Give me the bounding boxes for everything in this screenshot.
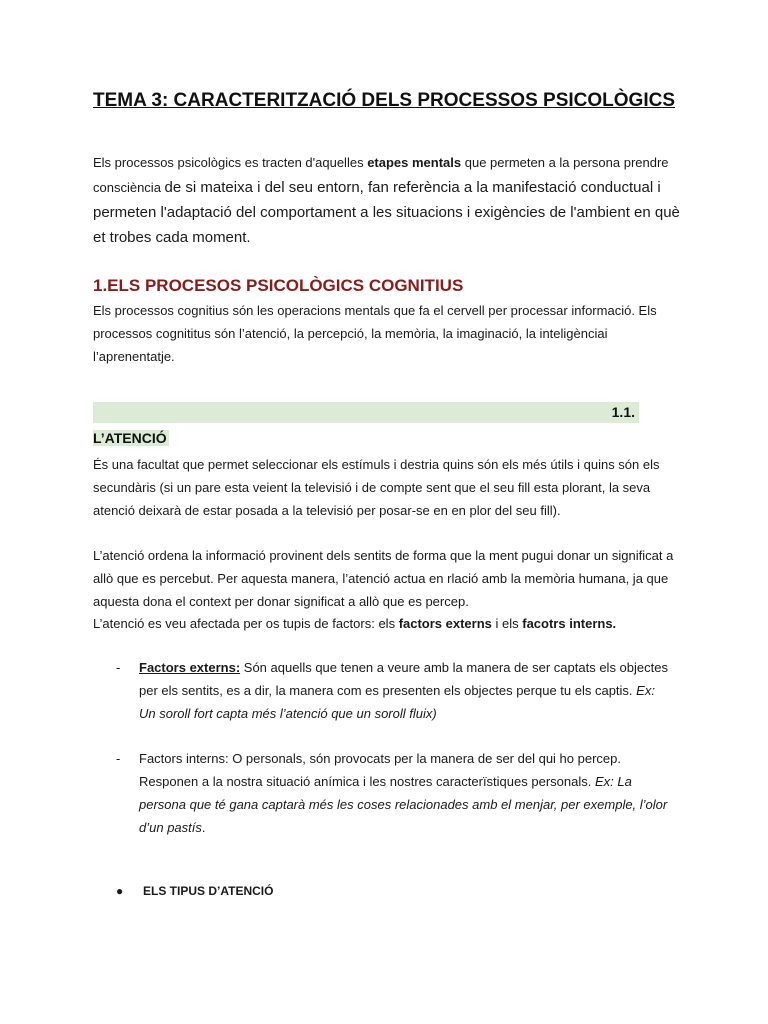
- factor-label: Factors interns:: [139, 751, 229, 766]
- factor-example: Ex: La persona que té gana captarà més les coses relacionades amb el menjar, per exemple, l’olor d’un pastís: [139, 774, 668, 835]
- factor-content: [139, 747, 674, 839]
- page-title: TEMA 3: CARACTERITZACIÓ DELS PROCESSOS PSICOLÒGICS: [92, 90, 675, 111]
- tipus-atencio-label: ELS TIPUS D’ATENCIÓ: [143, 884, 274, 898]
- factor-text: Són aquells que tenen a veure amb la manera de ser captats els objectes per els sentits, es a dir, la manera com es presenten els objectes perque tu els captis.: [139, 660, 668, 698]
- atencio-p3-text-a: L’atenció es veu afectada per os tupis de factors: els: [93, 616, 399, 631]
- atencio-paragraph-2: L’atenció ordena la informació provinent dels sentits de forma que la ment pugui donar un significat a allò que es percebut. Per aquesta manera, l’atenció actua en rlació amb la memòria humana, ja que aquesta dona el context per donar significat a allò que es percep.: [93, 548, 674, 609]
- atencio-p3-factors-externs: factors externs: [398, 616, 492, 631]
- intro-bold-term: etapes mentals: [367, 155, 462, 170]
- atencio-paragraph-3: [93, 612, 683, 635]
- bullet-dot-icon: ●: [116, 884, 124, 898]
- intro-paragraph: [93, 150, 683, 250]
- factor-example: Ex: Un soroll fort capta més l’atenció que un soroll fluix): [139, 683, 655, 721]
- section-1-heading: 1.ELS PROCESOS PSICOLÒGICS COGNITIUS: [93, 276, 464, 295]
- section-1-1-number: 1.1.: [611, 404, 635, 420]
- atencio-p3-text-c: i els: [491, 616, 523, 631]
- section-1-1-heading: L’ATENCIÓ: [93, 430, 167, 446]
- factor-text: O personals, són provocats per la manera de ser del qui ho percep. Responen a la nostra situació anímica i les nostres caracterïstiques personals.: [139, 751, 621, 789]
- intro-text-1: Els processos psicològics es tracten d'aquelles: [93, 155, 368, 170]
- factor-end: .: [201, 820, 206, 835]
- dash-marker: -: [116, 751, 121, 766]
- factor-label: Factors externs:: [139, 660, 241, 675]
- atencio-p3-factors-interns: facotrs interns.: [522, 616, 617, 631]
- atencio-paragraph-1: És una facultat que permet seleccionar els estímuls i destria quins són els més útils i quins són els secundàris (si un pare esta veient la televisió i de compte sent que el seu fill esta plorant, la seva atenció deixarà de estar posada a la televisió per posar-se en en plor del seu fill).: [93, 457, 660, 518]
- section-1-text: Els processos cognitius són les operacions mentals que fa el cervell per processar informació. Els processos cognititus són l’atenció, la percepció, la memòria, la imaginació, la inteligènciai l’aprenentatje.: [93, 303, 657, 364]
- list-item-factors-interns: [116, 747, 676, 839]
- intro-text-2: que permeten a la persona prendre consciència: [93, 155, 669, 195]
- dash-marker: -: [116, 660, 121, 675]
- factor-content: [139, 656, 674, 725]
- section-1-1-highlight: [93, 402, 639, 423]
- list-item-factors-externs: [116, 656, 676, 726]
- intro-text-3: de si mateixa i del seu entorn, fan referència a la manifestació conductual i permeten l'adaptació del comportament a les situacions i exigències de l'ambient en què et trobes cada moment.: [93, 179, 680, 246]
